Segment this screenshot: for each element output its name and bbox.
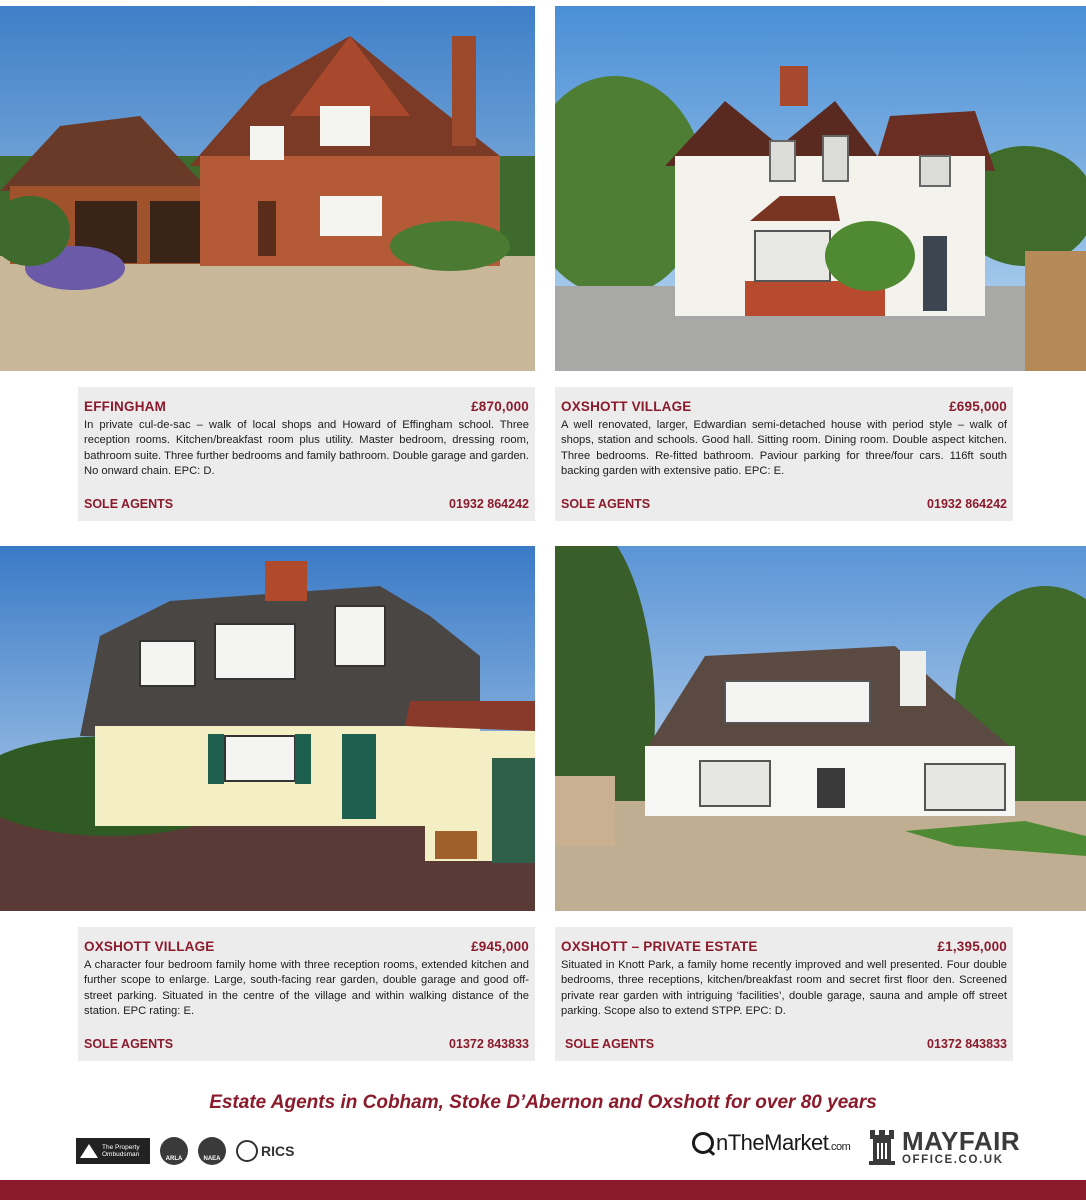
- naea-label: NAEA: [203, 1156, 221, 1162]
- listing-price: £695,000: [949, 399, 1007, 414]
- arla-label: ARLA: [165, 1156, 183, 1162]
- listing-price: £1,395,000: [937, 939, 1007, 954]
- listing-card: [78, 927, 535, 1061]
- accreditation-logos: [76, 1134, 294, 1168]
- property-ombudsman-line1: The Property: [102, 1144, 140, 1151]
- listing-area: OXSHOTT VILLAGE: [561, 399, 692, 414]
- mayfair-name: MAYFAIR: [902, 1126, 1021, 1156]
- tower-icon: [868, 1128, 896, 1166]
- rics-logo: [236, 1140, 294, 1162]
- arla-logo: [160, 1137, 188, 1165]
- listing-agents: SOLE AGENTS: [561, 497, 651, 511]
- listing-agents: SOLE AGENTS: [84, 1037, 174, 1051]
- footer-bar: [0, 1180, 1086, 1200]
- listing-phone[interactable]: 01372 843833: [449, 1037, 529, 1051]
- onthemarket-logo[interactable]: [692, 1130, 850, 1156]
- onthemarket-suffix: .com: [828, 1141, 851, 1153]
- mayfair-office-logo[interactable]: [868, 1128, 1020, 1166]
- mayfair-url: OFFICE.CO.UK: [902, 1154, 1004, 1166]
- listing-card: [78, 387, 535, 521]
- rics-seal-icon: [236, 1140, 258, 1162]
- listing-phone[interactable]: 01932 864242: [927, 497, 1007, 511]
- listing-area: OXSHOTT – PRIVATE ESTATE: [561, 939, 758, 954]
- property-photo-effingham: [0, 6, 535, 371]
- listing-card: [555, 927, 1013, 1061]
- rics-label: RICS: [261, 1143, 295, 1159]
- listing-description: A well renovated, larger, Edwardian semi-detached house with period style – walk of shops, station and schools. Good hall. Sitting room. Dining room. Double aspect kitchen. Three bedrooms. Re-fitted bathroom. Paviour parking for three/four cars. 116ft south backing garden with extensive patio. EPC: E.: [561, 419, 1007, 478]
- onthemarket-label: nTheMarket: [716, 1130, 829, 1155]
- listing-description: A character four bedroom family home with three reception rooms, extended kitchen and further scope to enlarge. Large, south-facing rear garden, double garage and good off-street parking. Situated in the centre of the village and within walking distance of the station. EPC rating: E.: [84, 959, 529, 1018]
- listing-card: [555, 387, 1013, 521]
- property-ombudsman-line2: Ombudsman: [102, 1151, 140, 1158]
- naea-logo: [198, 1137, 226, 1165]
- listing-description: Situated in Knott Park, a family home recently improved and well presented. Four double bedrooms, three receptions, kitchen/breakfast room and secret first floor den. Screened private rear garden with intriguing ‘facilities’, double garage, sauna and ample off street parking. Scope also to extend STPP. EPC: D.: [561, 959, 1007, 1018]
- property-photo-oxshott-private-estate: [555, 546, 1086, 911]
- listing-agents: SOLE AGENTS: [565, 1037, 655, 1051]
- property-photo-oxshott-village-2: [0, 546, 535, 911]
- listing-description: In private cul-de-sac – walk of local shops and Howard of Effingham school. Three reception rooms. Kitchen/breakfast room plus utility. Master bedroom, dressing room, bathroom suite. Three further bedrooms and family bathroom. Double garage and garden. No onward chain. EPC: D.: [84, 419, 529, 478]
- listing-phone[interactable]: 01932 864242: [449, 497, 529, 511]
- listing-price: £870,000: [471, 399, 529, 414]
- listing-area: EFFINGHAM: [84, 399, 167, 414]
- listing-phone[interactable]: 01372 843833: [927, 1037, 1007, 1051]
- triangle-icon: [80, 1144, 98, 1158]
- property-ombudsman-logo: [76, 1138, 150, 1164]
- onthemarket-o-icon: [692, 1132, 714, 1154]
- listing-price: £945,000: [471, 939, 529, 954]
- property-photo-oxshott-village-1: [555, 6, 1086, 371]
- agency-tagline: Estate Agents in Cobham, Stoke D’Abernon and Oxshott for over 80 years: [209, 1092, 877, 1113]
- listing-area: OXSHOTT VILLAGE: [84, 939, 215, 954]
- listing-agents: SOLE AGENTS: [84, 497, 174, 511]
